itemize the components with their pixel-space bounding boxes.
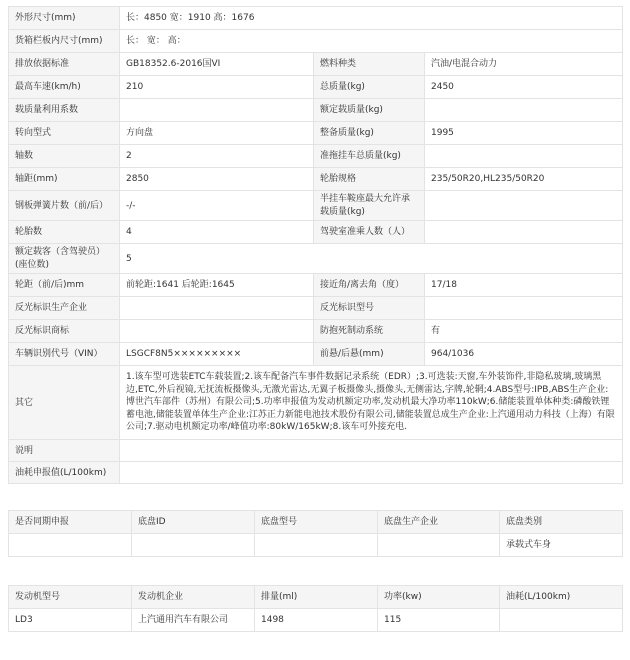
- spec-label: 半挂车鞍座最大允许承载质量(kg): [314, 191, 425, 221]
- spec-value: 前轮距:1641 后轮距:1645: [120, 274, 314, 297]
- spec-value: 5: [120, 244, 623, 274]
- chassis-header: 底盘型号: [255, 511, 378, 534]
- spec-row: [9, 274, 623, 297]
- spec-value: 长：4850 宽：1910 高：1676: [120, 7, 623, 30]
- engine-cell: 115: [378, 609, 500, 632]
- spec-value: -/-: [120, 191, 314, 221]
- engine-header: 功率(kw): [378, 586, 500, 609]
- spec-label: 车辆识别代号（VIN）: [9, 343, 120, 366]
- spec-value: 4: [120, 221, 314, 244]
- chassis-cell: [378, 534, 500, 557]
- spec-label: 外形尺寸(mm): [9, 7, 120, 30]
- spec-value: [425, 297, 623, 320]
- engine-header: 油耗(L/100km): [500, 586, 623, 609]
- spec-label: 钢板弹簧片数（前/后）: [9, 191, 120, 221]
- spec-label: 轮胎数: [9, 221, 120, 244]
- spec-value: [120, 462, 623, 484]
- spec-label: 载质量利用系数: [9, 99, 120, 122]
- spec-value: [120, 99, 314, 122]
- spec-value: 1995: [425, 122, 623, 145]
- spec-row: [9, 343, 623, 366]
- spec-label: 额定载质量(kg): [314, 99, 425, 122]
- engine-cell: 上汽通用汽车有限公司: [132, 609, 255, 632]
- spec-label: 最高车速(km/h): [9, 76, 120, 99]
- chassis-header: 是否同期申报: [9, 511, 132, 534]
- spec-row: [9, 366, 623, 440]
- spec-label: 前悬/后悬(mm): [314, 343, 425, 366]
- chassis-header: 底盘ID: [132, 511, 255, 534]
- engine-header: 发动机企业: [132, 586, 255, 609]
- spec-value: 2: [120, 145, 314, 168]
- chassis-header: 底盘生产企业: [378, 511, 500, 534]
- engine-table: [8, 585, 623, 632]
- spec-label: 整备质量(kg): [314, 122, 425, 145]
- spec-label: 其它: [9, 366, 120, 440]
- spec-value: 汽油/电混合动力: [425, 53, 623, 76]
- spec-row: [9, 191, 623, 221]
- engine-cell: 1498: [255, 609, 378, 632]
- spec-label: 轮距（前/后)mm: [9, 274, 120, 297]
- engine-cell: [500, 609, 623, 632]
- spec-label: 防抱死制动系统: [314, 320, 425, 343]
- chassis-cell: [9, 534, 132, 557]
- spec-row: [9, 320, 623, 343]
- spec-row: [9, 145, 623, 168]
- spec-row: [9, 99, 623, 122]
- spec-label: 总质量(kg): [314, 76, 425, 99]
- spec-label: 说明: [9, 440, 120, 462]
- spec-label: 货箱栏板内尺寸(mm): [9, 30, 120, 53]
- spec-label: 转向型式: [9, 122, 120, 145]
- spec-value: [425, 145, 623, 168]
- chassis-cell: 承载式车身: [500, 534, 623, 557]
- chassis-cell: [132, 534, 255, 557]
- spec-label: 额定载客（含驾驶员）(座位数): [9, 244, 120, 274]
- spec-label: 轮胎规格: [314, 168, 425, 191]
- chassis-header-row: [9, 511, 623, 534]
- spec-label: 轴数: [9, 145, 120, 168]
- spec-value: [425, 99, 623, 122]
- spec-value: 长： 宽： 高：: [120, 30, 623, 53]
- main-spec-table: [8, 6, 623, 484]
- spec-label: 油耗申报值(L/100km): [9, 462, 120, 484]
- spec-value: 2850: [120, 168, 314, 191]
- spec-value: 235/50R20,HL235/50R20: [425, 168, 623, 191]
- spec-value: [120, 320, 314, 343]
- spec-label: 燃料种类: [314, 53, 425, 76]
- chassis-header: 底盘类别: [500, 511, 623, 534]
- spec-label: 轴距(mm): [9, 168, 120, 191]
- spec-value: 17/18: [425, 274, 623, 297]
- spec-label: 驾驶室准乘人数（人）: [314, 221, 425, 244]
- spec-value: 有: [425, 320, 623, 343]
- spec-row: [9, 30, 623, 53]
- spec-label: 反光标识生产企业: [9, 297, 120, 320]
- chassis-data-row: [9, 534, 623, 557]
- chassis-cell: [255, 534, 378, 557]
- engine-header: 排量(ml): [255, 586, 378, 609]
- spec-row: [9, 244, 623, 274]
- engine-header: 发动机型号: [9, 586, 132, 609]
- chassis-table: [8, 510, 623, 557]
- spec-value: [120, 440, 623, 462]
- spec-label: 准拖挂车总质量(kg): [314, 145, 425, 168]
- spec-value: 方向盘: [120, 122, 314, 145]
- spec-row: [9, 462, 623, 484]
- spec-row: [9, 76, 623, 99]
- spec-value: [120, 297, 314, 320]
- spec-row: [9, 168, 623, 191]
- spec-value: 210: [120, 76, 314, 99]
- spec-value: 2450: [425, 76, 623, 99]
- spec-row: [9, 53, 623, 76]
- engine-data-row: [9, 609, 623, 632]
- spec-row: [9, 297, 623, 320]
- spec-row: [9, 122, 623, 145]
- spec-label: 接近角/离去角（度）: [314, 274, 425, 297]
- spec-other-value: 1.该车型可选装ETC车载装置;2.该车配备汽车事件数据记录系统（EDR）;3.可选装:天窗,车外装饰件,非隐私玻璃,玻璃黑边,ETC,外后视镜,无抚流板摄像头,无激光雷达,无翼子板摄像头,摄像头,无侧雷达,字牌,轮辋;4.ABS型号:IPB,ABS生产企业:博世汽车部件（苏州）有限公司;5.功率申报值为发动机额定功率,发动机最大净功率110kW;6.储能装置单体种类:磷酸铁锂蓄电池,储能装置单体生产企业:江苏正力新能电池技术股份有限公司,储能装置总成生产企业:上汽通用动力科技（上海）有限公司;7.驱动电机额定功率/峰值功率:80kW/165kW;8.该车可外接充电.: [120, 366, 623, 440]
- spec-row: [9, 7, 623, 30]
- spec-sheet: [8, 6, 622, 632]
- spec-row: [9, 221, 623, 244]
- engine-header-row: [9, 586, 623, 609]
- spec-value: [425, 191, 623, 221]
- spec-label: 反光标识商标: [9, 320, 120, 343]
- spec-value: GB18352.6-2016国VI: [120, 53, 314, 76]
- engine-cell: LD3: [9, 609, 132, 632]
- spec-value: [425, 221, 623, 244]
- spec-label: 排放依据标准: [9, 53, 120, 76]
- spec-value: LSGCF8N5×××××××××: [120, 343, 314, 366]
- spec-value: 964/1036: [425, 343, 623, 366]
- spec-label: 反光标识型号: [314, 297, 425, 320]
- spec-row: [9, 440, 623, 462]
